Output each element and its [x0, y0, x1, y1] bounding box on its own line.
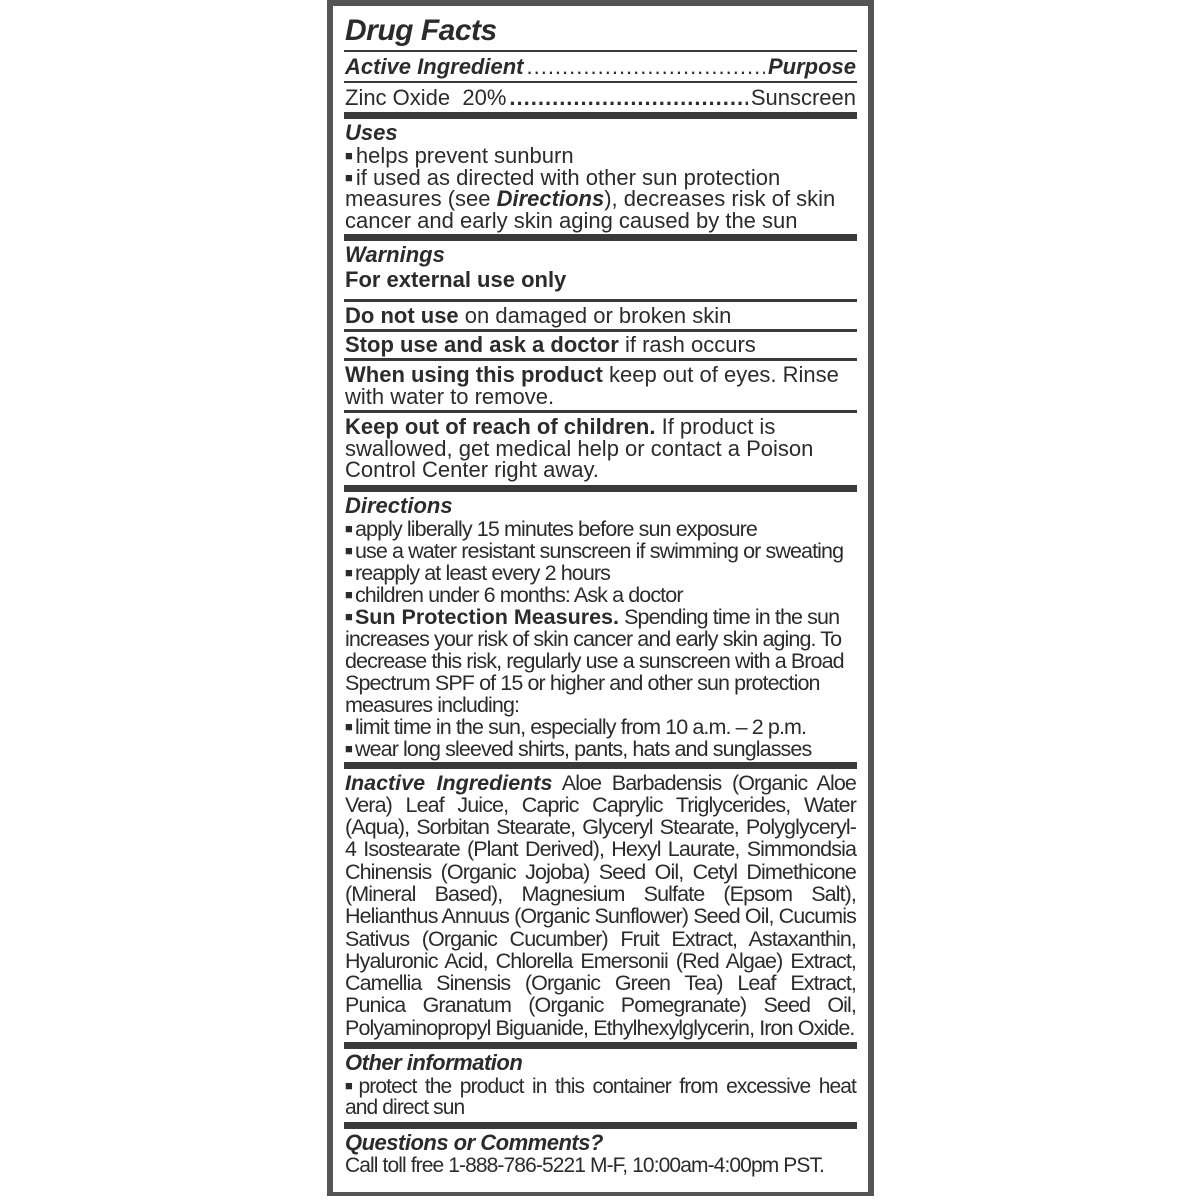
uses-section — [341, 119, 860, 234]
questions-heading: Questions or Comments? — [345, 1130, 603, 1156]
uses-item: ■ if used as directed with other sun protection measures (see Directions), decreases risk of skin cancer and early skin aging caused by the sun — [345, 167, 856, 232]
drug-facts-panel — [327, 0, 874, 1196]
active-ingredient-heading: Active Ingredient — [345, 54, 524, 79]
section-divider — [344, 112, 857, 119]
directions-item: ■ use a water resistant sunscreen if swimming or sweating — [345, 540, 856, 562]
section-divider — [344, 234, 857, 241]
active-ingredient-name: Zinc Oxide 20% — [345, 85, 507, 110]
keep-out-of-reach-warning: Keep out of reach of children. If product is swallowed, get medical help or contact a Poison Control Center right away. — [345, 414, 814, 482]
leader-dots — [526, 52, 764, 81]
when-using-warning: When using this product keep out of eyes. Rinse with water to remove. — [345, 362, 839, 409]
inactive-ingredients-list: Aloe Barbadensis (Organic Aloe Vera) Leaf Juice, Capric Caprylic Triglycerides, Water (Aqua), Sorbitan Stearate, Glyceryl Stearate, Polyglyceryl-4 Isostearate (Plant Derived), Hexyl Laurate, Simmondsia Chinensis (Organic Jojoba) Seed Oil, Cetyl Dimethicone (Mineral Based), Magnesium Sulfate (Epsom Salt), Helianthus Annuus (Organic Sunflower) Seed Oil, Cucumis Sativus (Organic Cucumber) Fruit Extract, Astaxanthin, Hyaluronic Acid, Chlorella Emersonii (Red Algae) Extract, Camellia Sinensis (Organic Green Tea) Leaf Extract, Punica Granatum (Organic Pomegranate) Seed Oil, Polyaminopropyl Biguanide, Ethylhexylglycerin, Iron Oxide. — [345, 770, 856, 1040]
warnings-section — [341, 241, 860, 299]
active-ingredient-purpose: Sunscreen — [750, 85, 856, 110]
section-divider — [344, 1042, 857, 1049]
inactive-ingredients-heading: Inactive Ingredients — [345, 770, 553, 795]
external-use-warning: For external use only — [345, 267, 567, 292]
uses-heading: Uses — [345, 120, 398, 145]
directions-item: ■ wear long sleeved shirts, pants, hats and sunglasses — [345, 738, 856, 760]
drug-facts-title: Drug Facts — [345, 14, 497, 47]
section-divider — [344, 762, 857, 769]
section-divider — [344, 485, 857, 492]
other-information-section — [341, 1049, 860, 1122]
directions-reference: Directions — [496, 186, 605, 211]
directions-heading: Directions — [345, 492, 453, 518]
active-ingredient-row — [341, 83, 860, 112]
directions-item: ■ limit time in the sun, especially from 10 a.m. – 2 p.m. — [345, 716, 856, 738]
questions-phone: Call toll free 1-888-786-5221 M-F, 10:00am-4:00pm PST. — [345, 1154, 824, 1178]
other-information-item: ■ protect the product in this container from excessive heat and direct sun — [345, 1075, 856, 1118]
directions-item: ■ apply liberally 15 minutes before sun exposure — [345, 518, 856, 540]
section-divider — [344, 1122, 857, 1129]
directions-item: ■ reapply at least every 2 hours — [345, 562, 856, 584]
directions-item: ■ children under 6 months: Ask a doctor — [345, 584, 856, 606]
questions-section — [341, 1129, 860, 1177]
other-information-heading: Other information — [345, 1050, 523, 1076]
sun-protection-measures: ■ Sun Protection Measures. Spending time in the sun increases your risk of skin cancer and early skin aging. To decrease this risk, regularly use a sunscreen with a Broad Spectrum SPF of 15 or higher and other sun protection measures including: — [345, 606, 856, 716]
stop-use-warning: Stop use and ask a doctor if rash occurs — [345, 332, 756, 357]
directions-section — [341, 492, 860, 762]
do-not-use-warning: Do not use on damaged or broken skin — [345, 303, 732, 328]
uses-item: ■ helps prevent sunburn — [345, 145, 856, 167]
warnings-heading: Warnings — [345, 242, 445, 267]
purpose-heading: Purpose — [767, 54, 856, 79]
active-heading-row — [341, 52, 860, 81]
inactive-ingredients-section — [341, 769, 860, 1043]
leader-dots — [509, 83, 747, 112]
